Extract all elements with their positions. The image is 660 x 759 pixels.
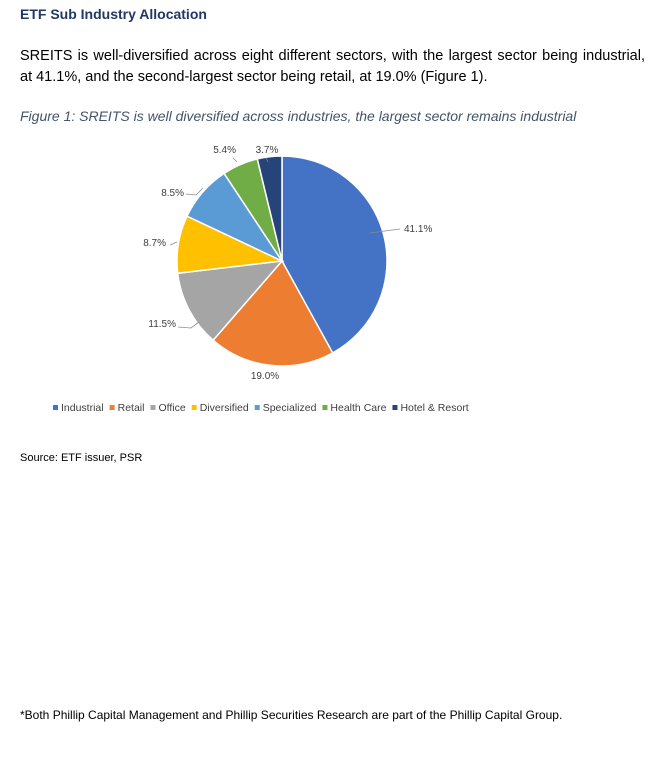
data-label-diversified: 8.7% bbox=[143, 238, 166, 249]
data-label-hotel-resort: 3.7% bbox=[255, 145, 279, 156]
data-label-retail: 19.0% bbox=[250, 371, 280, 382]
chart-legend bbox=[53, 402, 469, 414]
legend-swatch-industrial bbox=[53, 405, 58, 410]
legend-swatch-diversified bbox=[192, 405, 197, 410]
summary-paragraph: SREITS is well-diversified across eight different sectors, with the largest sector being industrial, at 41.1%, and the second-largest sector being retail, at 19.0% (Figure 1). bbox=[20, 48, 645, 85]
leader-line-office bbox=[178, 322, 199, 328]
leader-line-diversified bbox=[170, 242, 177, 245]
data-label-industrial: 41.1% bbox=[404, 224, 433, 235]
legend-swatch-hotel-resort bbox=[392, 405, 397, 410]
legend-swatch-office bbox=[150, 405, 155, 410]
legend-label-industrial: Industrial bbox=[61, 402, 104, 414]
footnote: *Both Phillip Capital Management and Phillip Securities Research are part of the Phillip Capital Group. bbox=[20, 708, 563, 722]
pie-chart bbox=[0, 138, 660, 428]
figure-caption: Figure 1: SREITS is well diversified across industries, the largest sector remains industrial bbox=[20, 108, 577, 124]
pie-slices bbox=[177, 156, 387, 366]
data-label-health-care: 5.4% bbox=[213, 145, 236, 156]
legend-label-specialized: Specialized bbox=[262, 402, 317, 414]
legend-swatch-specialized bbox=[255, 405, 260, 410]
source-note: Source: ETF issuer, PSR bbox=[20, 452, 143, 464]
section-heading: ETF Sub Industry Allocation bbox=[20, 6, 207, 22]
data-label-specialized: 8.5% bbox=[161, 188, 184, 199]
data-label-office: 11.5% bbox=[148, 319, 176, 330]
leader-line-health-care bbox=[233, 158, 237, 162]
legend-label-office: Office bbox=[158, 402, 186, 414]
legend-label-health-care: Health Care bbox=[330, 402, 387, 414]
legend-label-diversified: Diversified bbox=[199, 402, 249, 414]
legend-swatch-retail bbox=[110, 405, 115, 410]
legend-label-hotel-resort: Hotel & Resort bbox=[400, 402, 469, 414]
legend-swatch-health-care bbox=[322, 405, 327, 410]
legend-label-retail: Retail bbox=[117, 402, 145, 414]
